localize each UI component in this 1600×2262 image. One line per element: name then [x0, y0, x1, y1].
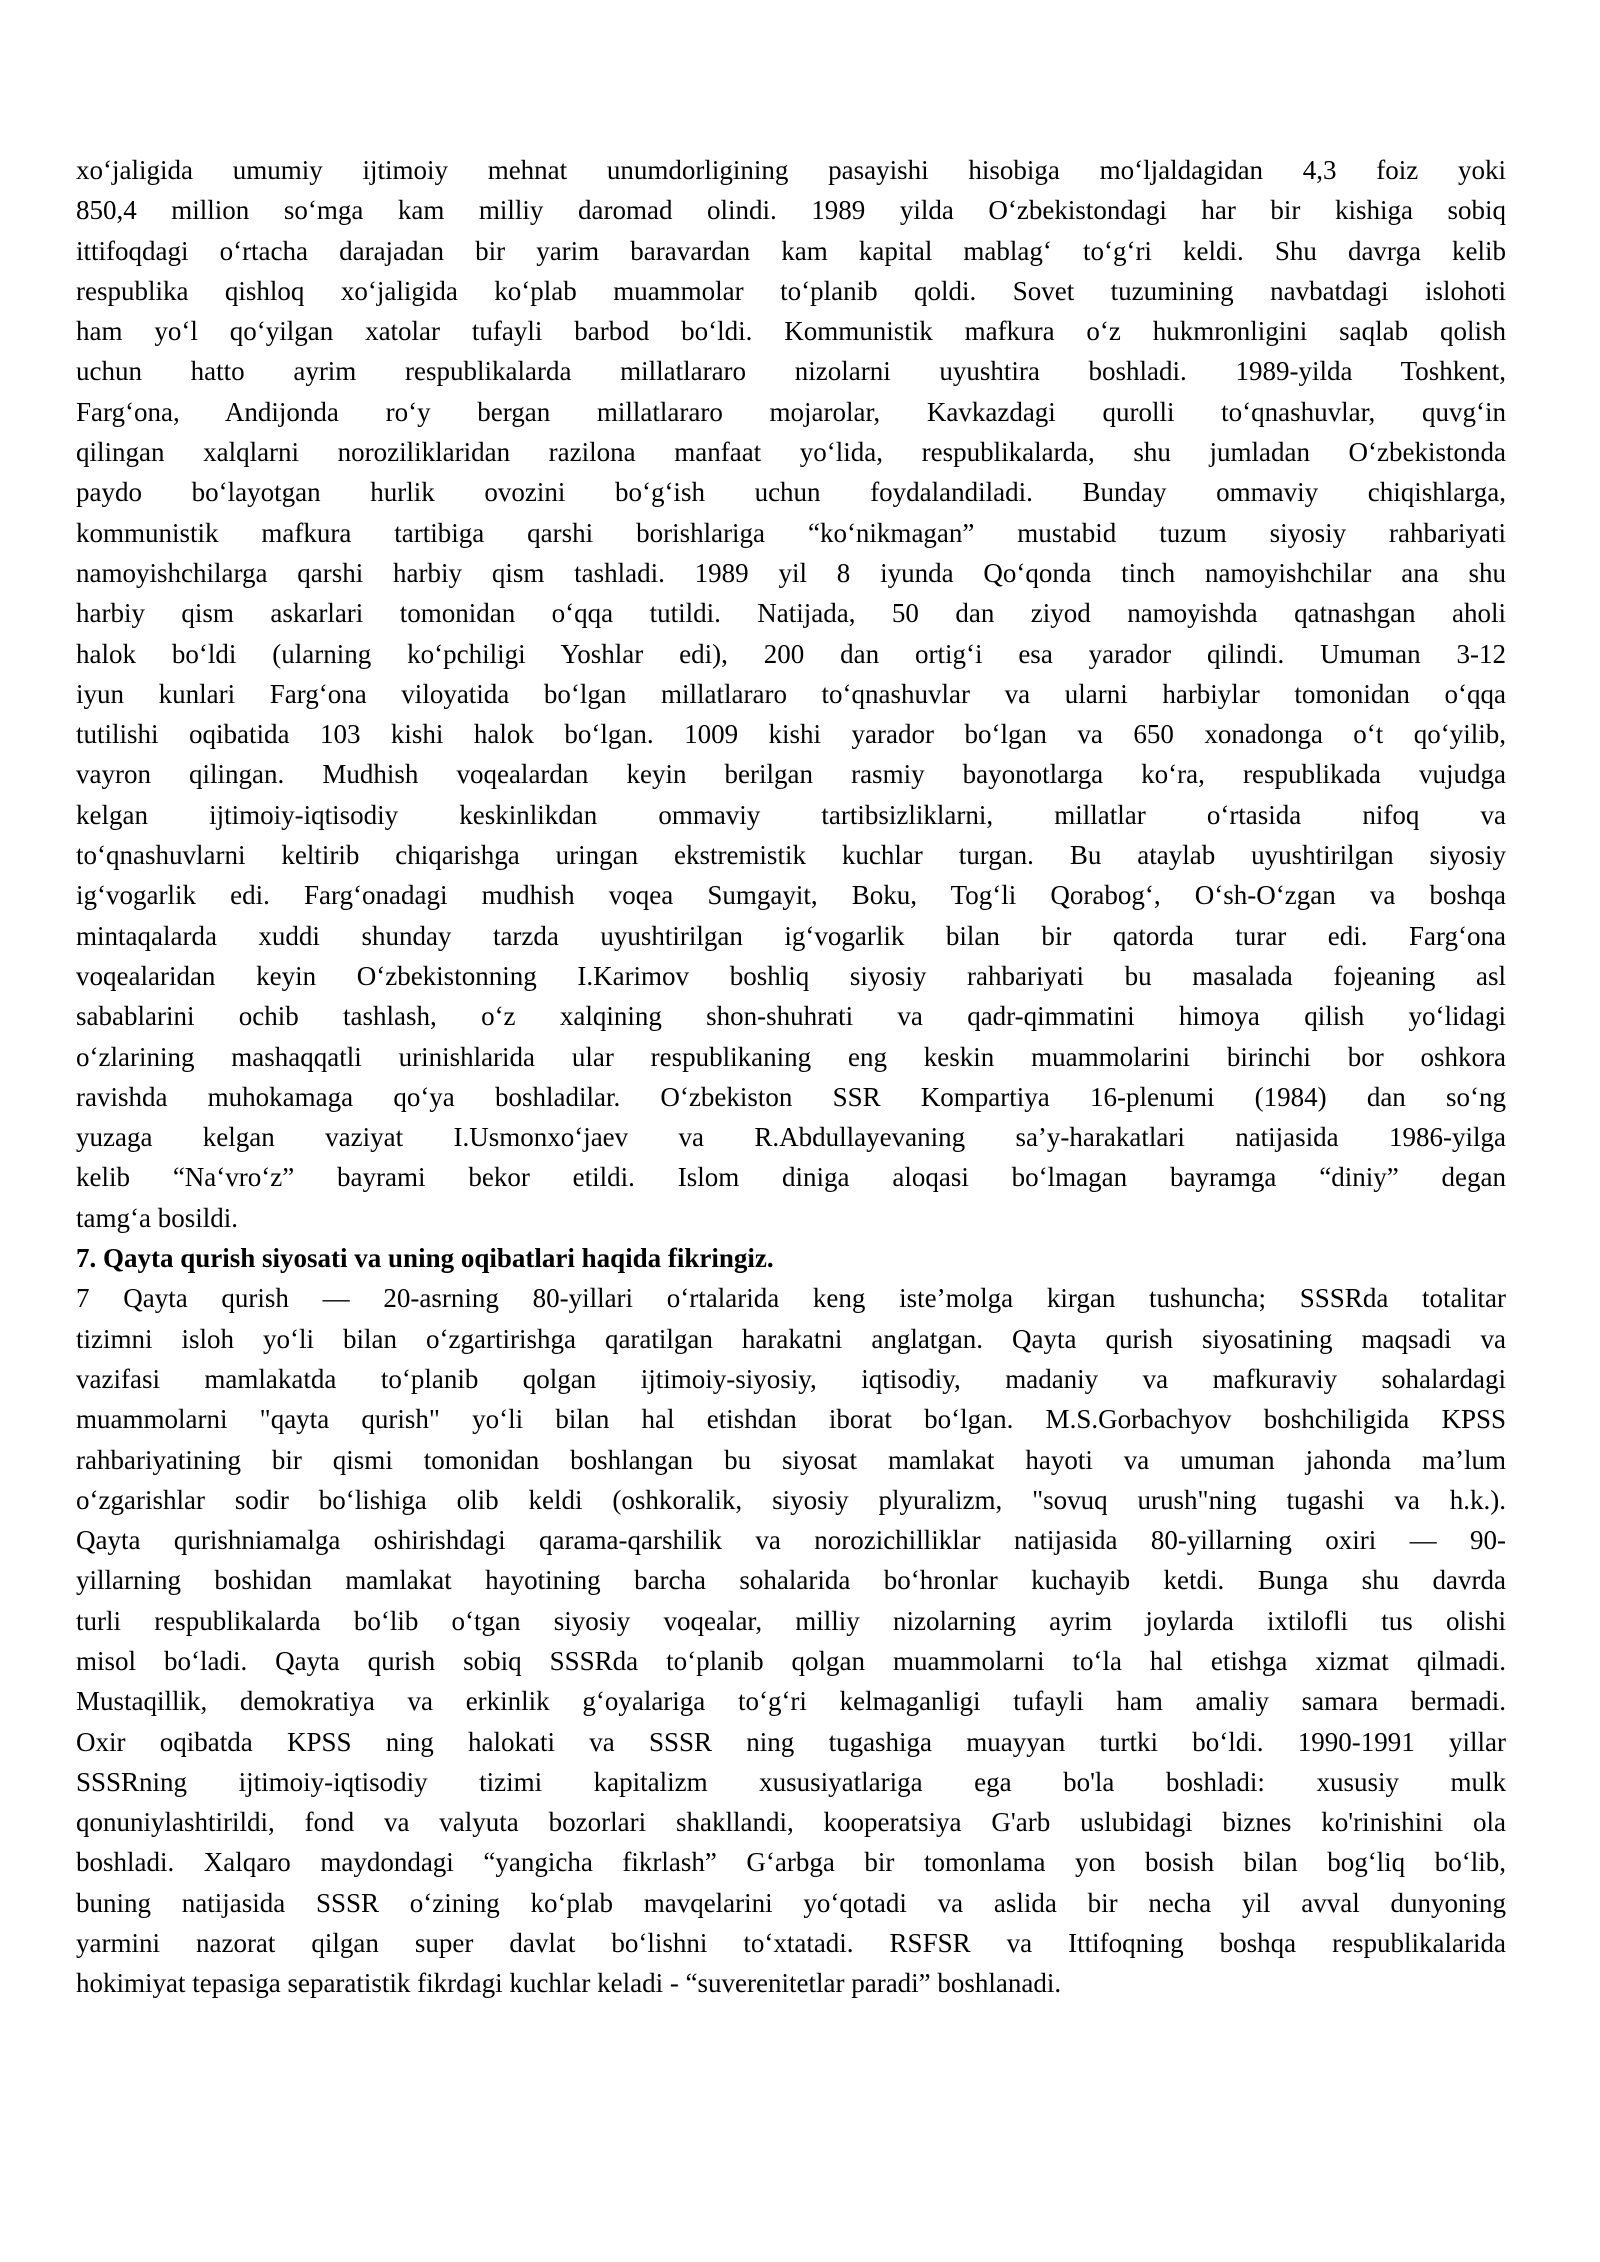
text-line: ig‘vogarlik edi. Farg‘onadagi mudhish voqea Sumgayit, Boku, Tog‘li Qorabog‘, O‘sh-O‘zgan va boshqa — [76, 880, 1506, 911]
text-line: paydo bo‘layotgan hurlik ovozini bo‘g‘ish uchun foydalandiladi. Bunday ommaviy chiqishlarga, — [76, 477, 1506, 508]
text-line: o‘zgarishlar sodir bo‘lishiga olib keldi (oshkoralik, siyosiy plyuralizm, "sovuq urush"ning tugashi va h.k.). — [76, 1484, 1506, 1515]
text-line: Oxir oqibatda KPSS ning halokati va SSSR ning tugashiga muayyan turtki bo‘ldi. 1990-1991 yillar — [76, 1726, 1506, 1757]
text-line: yuzaga kelgan vaziyat I.Usmonxo‘jaev va R.Abdullayevaning sa’y-harakatlari natijasida 1986-yilga — [76, 1122, 1506, 1153]
text-line: to‘qnashuvlarni keltirib chiqarishga uringan ekstremistik kuchlar turgan. Bu ataylab uyushtirilgan siyosiy — [76, 840, 1506, 871]
text-line: mintaqalarda xuddi shunday tarzda uyushtirilgan ig‘vogarlik bilan bir qatorda turar edi. Farg‘ona — [76, 920, 1506, 951]
text-line: vayron qilingan. Mudhish voqealardan keyin berilgan rasmiy bayonotlarga ko‘ra, respublikada vujudga — [76, 759, 1506, 790]
text-line: muammolarni "qayta qurish" yo‘li bilan hal etishdan iborat bo‘lgan. M.S.Gorbachyov boshchiligida KPSS — [76, 1404, 1506, 1435]
text-line: kelib “Na‘vro‘z” bayrami bekor etildi. Islom diniga aloqasi bo‘lmagan bayramga “diniy” degan — [76, 1162, 1506, 1193]
paragraph-1 — [76, 150, 1506, 1238]
text-line: tamg‘a bosildi. — [76, 1202, 238, 1233]
text-line: Farg‘ona, Andijonda ro‘y bergan millatlararo mojarolar, Kavkazdagi qurolli to‘qnashuvlar, quvg‘in — [76, 396, 1506, 427]
text-line: tizimni isloh yo‘li bilan o‘zgartirishga qaratilgan harakatni anglatgan. Qayta qurish siyosatining maqsadi va — [76, 1323, 1506, 1354]
text-line: kommunistik mafkura tartibiga qarshi borishlariga “ko‘nikmagan” mustabid tuzum siyosiy rahbariyati — [76, 517, 1506, 548]
text-line: boshladi. Xalqaro maydondagi “yangicha fikrlash” G‘arbga bir tomonlama yon bosish bilan bog‘liq bo‘lib, — [76, 1847, 1506, 1878]
text-line: qonuniylashtirildi, fond va valyuta bozorlari shakllandi, kooperatsiya G'arb uslubidagi biznes ko'rinishini ola — [76, 1807, 1506, 1838]
text-line: o‘zlarining mashaqqatli urinishlarida ular respublikaning eng keskin muammolarini birinchi bor oshkora — [76, 1041, 1506, 1072]
text-line: 850,4 million so‘mga kam milliy daromad olindi. 1989 yilda O‘zbekistondagi har bir kishiga sobiq — [76, 195, 1506, 226]
text-line: vazifasi mamlakatda to‘planib qolgan ijtimoiy-siyosiy, iqtisodiy, madaniy va mafkuraviy sohalardagi — [76, 1363, 1506, 1394]
text-line: yarmini nazorat qilgan super davlat bo‘lishni to‘xtatadi. RSFSR va Ittifoqning boshqa respublikalarida — [76, 1928, 1506, 1959]
text-line: harbiy qism askarlari tomonidan o‘qqa tutildi. Natijada, 50 dan ziyod namoyishda qatnashgan aholi — [76, 598, 1506, 629]
text-line: Qayta qurishniamalga oshirishdagi qarama-qarshilik va norozichilliklar natijasida 80-yillarning oxiri — 90- — [76, 1525, 1506, 1556]
text-line: sabablarini ochib tashlash, o‘z xalqining shon-shuhrati va qadr-qimmatini himoya qilish yo‘lidagi — [76, 1001, 1506, 1032]
text-line: uchun hatto ayrim respublikalarda millatlararo nizolarni uyushtira boshladi. 1989-yilda Toshkent, — [76, 356, 1506, 387]
text-line: qilingan xalqlarni noroziliklaridan razilona manfaat yo‘lida, respublikalarda, shu jumladan O‘zbekistonda — [76, 437, 1506, 468]
section-heading: 7. Qayta qurish siyosati va uning oqibatlari haqida fikringiz. — [76, 1243, 774, 1274]
text-line: buning natijasida SSSR o‘zining ko‘plab mavqelarini yo‘qotadi va aslida bir necha yil avval dunyoning — [76, 1887, 1506, 1918]
text-line: namoyishchilarga qarshi harbiy qism tashladi. 1989 yil 8 iyunda Qo‘qonda tinch namoyishchilar ana shu — [76, 557, 1506, 588]
text-line: iyun kunlari Farg‘ona viloyatida bo‘lgan millatlararo to‘qnashuvlar va ularni harbiylar tomonidan o‘qqa — [76, 678, 1506, 709]
text-line: rahbariyatining bir qismi tomonidan boshlangan bu siyosat mamlakat hayoti va umuman jahonda ma’lum — [76, 1444, 1506, 1475]
text-line: respublika qishloq xo‘jaligida ko‘plab muammolar to‘planib qoldi. Sovet tuzumining navbatdagi islohoti — [76, 275, 1506, 306]
paragraph-2 — [76, 1278, 1506, 2003]
text-line: yillarning boshidan mamlakat hayotining barcha sohalarida bo‘hronlar kuchayib ketdi. Bunga shu davrda — [76, 1565, 1506, 1596]
text-line: SSSRning ijtimoiy-iqtisodiy tizimi kapitalizm xususiyatlariga ega bo'la boshladi: xususiy mulk — [76, 1766, 1506, 1797]
text-line: hokimiyat tepasiga separatistik fikrdagi kuchlar keladi - “suverenitetlar paradi” boshlanadi. — [76, 1968, 1062, 1999]
text-line: ittifoqdagi o‘rtacha darajadan bir yarim baravardan kam kapital mablag‘ to‘g‘ri keldi. Shu davrga kelib — [76, 235, 1506, 266]
text-line: misol bo‘ladi. Qayta qurish sobiq SSSRda to‘planib qolgan muammolarni to‘la hal etishga xizmat qilmadi. — [76, 1645, 1506, 1676]
document-body — [76, 150, 1506, 2004]
text-line: voqealaridan keyin O‘zbekistonning I.Karimov boshliq siyosiy rahbariyati bu masalada fojeaning asl — [76, 960, 1506, 991]
text-line: halok bo‘ldi (ularning ko‘pchiligi Yoshlar edi), 200 dan ortig‘i esa yarador qilindi. Umuman 3-12 — [76, 638, 1506, 669]
text-line: tutilishi oqibatida 103 kishi halok bo‘lgan. 1009 kishi yarador bo‘lgan va 650 xonadonga o‘t qo‘yilib, — [76, 719, 1506, 750]
text-line: turli respublikalarda bo‘lib o‘tgan siyosiy voqealar, milliy nizolarning ayrim joylarda ixtilofli tus olishi — [76, 1605, 1506, 1636]
text-line: Mustaqillik, demokratiya va erkinlik g‘oyalariga to‘g‘ri kelmaganligi tufayli ham amaliy samara bermadi. — [76, 1686, 1506, 1717]
text-line: 7 Qayta qurish — 20-asrning 80-yillari o‘rtalarida keng iste’molga kirgan tushuncha; SSSRda totalitar — [76, 1283, 1506, 1314]
text-line: xo‘jaligida umumiy ijtimoiy mehnat unumdorligining pasayishi hisobiga mo‘ljaldagidan 4,3 foiz yoki — [76, 155, 1506, 185]
text-line: kelgan ijtimoiy-iqtisodiy keskinlikdan ommaviy tartibsizliklarni, millatlar o‘rtasida nifoq va — [76, 799, 1506, 830]
text-line: ham yo‘l qo‘yilgan xatolar tufayli barbod bo‘ldi. Kommunistik mafkura o‘z hukmronligini saqlab qolish — [76, 316, 1506, 347]
text-line: ravishda muhokamaga qo‘ya boshladilar. O‘zbekiston SSR Kompartiya 16-plenumi (1984) dan so‘ng — [76, 1081, 1506, 1112]
